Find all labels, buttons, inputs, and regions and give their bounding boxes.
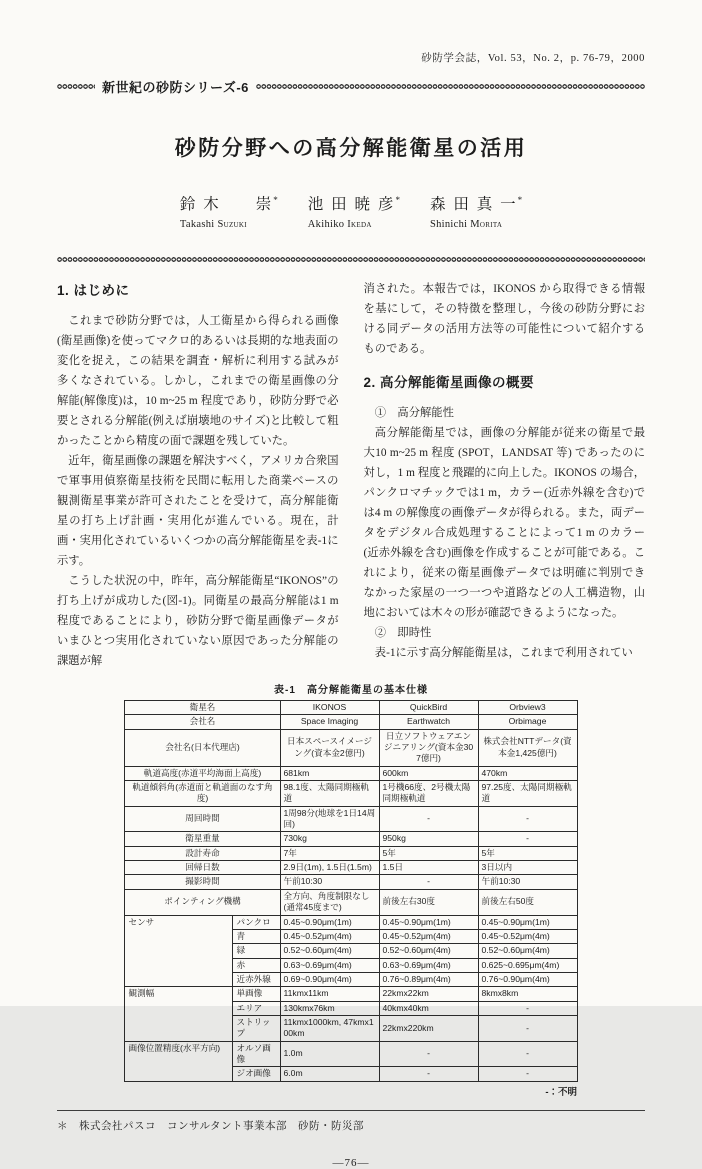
- section-1-heading: 1. はじめに: [57, 283, 130, 298]
- value-cell: 0.45~0.90μm(1m): [280, 915, 379, 929]
- value-cell: 0.45~0.52μm(4m): [280, 929, 379, 943]
- value-cell: Space Imaging: [280, 715, 379, 729]
- subsection-1-label: ① 高分解能性: [374, 407, 454, 419]
- author-name: 池 田 暁 彦: [307, 196, 396, 213]
- value-cell: 6.0m: [280, 1067, 379, 1081]
- row-group-cell: 画像位置精度(水平方向): [125, 1041, 233, 1081]
- value-cell: 1.0m: [280, 1041, 379, 1067]
- value-cell: -: [379, 1041, 478, 1067]
- author-name: 森 田 真 一: [429, 196, 518, 213]
- section-2-heading: 2. 高分解能衛星画像の概要: [363, 375, 535, 390]
- page-number: —76—: [332, 1156, 370, 1169]
- value-cell: 681km: [280, 766, 379, 780]
- table-row: [125, 889, 577, 915]
- table-row: [125, 875, 577, 889]
- table-row: [125, 766, 577, 780]
- row-label-cell: 会社名: [125, 715, 280, 729]
- value-cell: -: [478, 806, 577, 832]
- value-cell: -: [478, 1001, 577, 1015]
- table-row: [125, 715, 577, 729]
- row-sub-cell: ストリップ: [233, 1015, 280, 1041]
- value-cell: 株式会社NTTデータ(資本金1,425億円): [478, 729, 577, 766]
- row-label-cell: 衛星重量: [125, 832, 280, 846]
- author-kanji: [308, 192, 400, 214]
- row-label-cell: 軌道傾斜角(赤道面と軌道面のなす角度): [125, 781, 280, 807]
- author-block: [430, 192, 522, 230]
- author-kanji: [180, 192, 278, 214]
- row-group-cell: センサ: [125, 915, 233, 987]
- value-cell: 日本スペースイメージング(資本金2億円): [280, 729, 379, 766]
- footnote-rule: [57, 1110, 645, 1111]
- value-cell: 11kmx11km: [280, 987, 379, 1001]
- table-row: [125, 781, 577, 807]
- table-row: [125, 846, 577, 860]
- row-sub-cell: 近赤外線: [233, 972, 280, 986]
- author-given: Akihiko: [307, 219, 345, 230]
- value-cell: 5年: [379, 846, 478, 860]
- value-cell: 前後左右50度: [478, 889, 577, 915]
- spec-table-body: [125, 701, 577, 1082]
- page-title: 砂防分野への高分解能衛星の活用: [174, 137, 528, 160]
- row-sub-cell: ジオ画像: [233, 1067, 280, 1081]
- author-given: Takashi: [179, 219, 215, 230]
- author-roman: [308, 219, 372, 230]
- author-name: 鈴 木 崇: [179, 196, 274, 213]
- value-cell: 1号機66度、2号機太陽同期極軌道: [379, 781, 478, 807]
- table-row: [125, 915, 577, 929]
- value-cell: IKONOS: [280, 701, 379, 715]
- value-cell: Orbimage: [478, 715, 577, 729]
- author-asterisk: *: [517, 194, 523, 205]
- author-roman: [180, 219, 247, 230]
- journal-citation: 砂防学会誌，Vol. 53，No. 2，p. 76-79，2000: [421, 53, 645, 64]
- value-cell: 0.45~0.90μm(1m): [379, 915, 478, 929]
- value-cell: 5年: [478, 846, 577, 860]
- table-row: [125, 701, 577, 715]
- value-cell: 950kg: [379, 832, 478, 846]
- value-cell: 130kmx76km: [280, 1001, 379, 1015]
- value-cell: 全方向、角度制限なし(通常45度まで): [280, 889, 379, 915]
- value-cell: 午前10:30: [478, 875, 577, 889]
- value-cell: 2.9日(1m), 1.5日(1.5m): [280, 861, 379, 875]
- author-family: Suzuki: [217, 219, 247, 230]
- value-cell: 98.1度、太陽同期極軌道: [280, 781, 379, 807]
- subsection-2-label: ② 即時性: [374, 627, 432, 639]
- value-cell: 0.45~0.52μm(4m): [379, 929, 478, 943]
- value-cell: 1.5日: [379, 861, 478, 875]
- paragraph: 高分解能衛星では，画像の分解能が従来の衛星で最大10 m~25 m 程度 (SPOT，LANDSAT 等) であったのに対し，1 m 程度と飛躍的に向上した。IKONOS の場合，パンクロマチックでは1 m，カラー(近赤外線を含む)では4 m の解像度の画像データが得られる。また，両データをデジタル合成処理することによって1 m のカラー(近赤外線を含む)画像を作成することが可能である。これにより，従来の衛星画像データでは明確に判別できなかった家屋の一つ一つや道路などの人工構造物，山地においては木々の形が確認できるようになった。: [363, 427, 645, 619]
- value-cell: 午前10:30: [280, 875, 379, 889]
- body-columns: [57, 279, 645, 671]
- value-cell: 40kmx40km: [379, 1001, 478, 1015]
- series-banner-label: 新世紀の砂防シリーズ-6: [102, 80, 249, 95]
- column-right: [364, 279, 646, 671]
- value-cell: 日立ソフトウェアエンジニアリング(資本金307億円): [379, 729, 478, 766]
- value-cell: 97.25度、太陽同期極軌道: [478, 781, 577, 807]
- value-cell: 3日以内: [478, 861, 577, 875]
- author-block: [308, 192, 400, 230]
- value-cell: 470km: [478, 766, 577, 780]
- author-given: Shinichi: [429, 219, 468, 230]
- row-label-cell: ポインティング機構: [125, 889, 280, 915]
- value-cell: 0.76~0.90μm(4m): [478, 972, 577, 986]
- value-cell: QuickBird: [379, 701, 478, 715]
- value-cell: 8kmx8km: [478, 987, 577, 1001]
- value-cell: Earthwatch: [379, 715, 478, 729]
- row-label-cell: 撮影時間: [125, 875, 280, 889]
- value-cell: 前後左右30度: [379, 889, 478, 915]
- value-cell: 11kmx1000km, 47kmx100km: [280, 1015, 379, 1041]
- value-cell: 0.52~0.60μm(4m): [379, 944, 478, 958]
- rope-squiggle-left: [57, 83, 95, 90]
- author-block: [180, 192, 278, 230]
- table-caption: 表-1 高分解能衛星の基本仕様: [274, 685, 428, 696]
- value-cell: 0.45~0.52μm(4m): [478, 929, 577, 943]
- paragraph: こうした状況の中，昨年，高分解能衛星“IKONOS”の打ち上げが成功した(図-1)。同衛星の最高分解能は1 m程度であることにより，砂防分野で衛星画像データがいまひとつ実用化されていない原因であった分解能の課題が解: [57, 575, 339, 667]
- spec-table: [124, 700, 577, 1082]
- row-sub-cell: 赤: [233, 958, 280, 972]
- paragraph: 消された。本報告では，IKONOS から取得できる情報を基にして，その特徴を整理し，今後の砂防分野における同データの活用方法等の可能性について紹介するものである。: [363, 283, 645, 355]
- value-cell: 600km: [379, 766, 478, 780]
- table-row: [125, 1041, 577, 1067]
- row-label-cell: 設計寿命: [125, 846, 280, 860]
- value-cell: 7年: [280, 846, 379, 860]
- author-roman: [430, 219, 502, 230]
- author-family: Ikeda: [347, 219, 372, 230]
- value-cell: 0.52~0.60μm(4m): [280, 944, 379, 958]
- table-note: -：不明: [545, 1086, 577, 1098]
- value-cell: 0.76~0.89μm(4m): [379, 972, 478, 986]
- table-row: [125, 832, 577, 846]
- author-kanji: [430, 192, 522, 214]
- row-sub-cell: 緑: [233, 944, 280, 958]
- row-label-cell: 会社名(日本代理店): [125, 729, 280, 766]
- value-cell: 0.63~0.69μm(4m): [280, 958, 379, 972]
- value-cell: 0.45~0.90μm(1m): [478, 915, 577, 929]
- value-cell: -: [379, 1067, 478, 1081]
- table-row: [125, 861, 577, 875]
- row-label-cell: 衛星名: [125, 701, 280, 715]
- row-sub-cell: オルソ画像: [233, 1041, 280, 1067]
- authors-row: [57, 192, 645, 230]
- table-row: [125, 806, 577, 832]
- author-family: Morita: [470, 219, 503, 230]
- row-sub-cell: 単画像: [233, 987, 280, 1001]
- paragraph: 近年，衛星画像の課題を解決すべく，アメリカ合衆国で軍事用偵察衛星技術を民間に転用した商業ベースの観測衛星事業が許可されたことを受けて，高分解能衛星の打ち上げ計画・実用化が進んでいる。現在，計画・実用化されているいくつかの高分解能衛星を表-1に示す。: [57, 455, 339, 567]
- author-asterisk: *: [273, 194, 278, 205]
- value-cell: 0.52~0.60μm(4m): [478, 944, 577, 958]
- rope-squiggle-right: [256, 83, 645, 90]
- series-banner: [57, 77, 645, 96]
- row-group-cell: 観測幅: [125, 987, 233, 1041]
- value-cell: -: [379, 806, 478, 832]
- value-cell: 0.63~0.69μm(4m): [379, 958, 478, 972]
- row-label-cell: 周回時間: [125, 806, 280, 832]
- table-area: [57, 681, 645, 1098]
- value-cell: 0.625~0.695μm(4m): [478, 958, 577, 972]
- footnote: ＊ 株式会社パスコ コンサルタント事業本部 砂防・防災部: [57, 1120, 365, 1132]
- value-cell: -: [478, 1015, 577, 1041]
- row-label-cell: 軌道高度(赤道平均海面上高度): [125, 766, 280, 780]
- value-cell: 22kmx22km: [379, 987, 478, 1001]
- value-cell: -: [379, 875, 478, 889]
- row-sub-cell: エリア: [233, 1001, 280, 1015]
- column-left: [57, 279, 339, 671]
- row-sub-cell: パンクロ: [233, 915, 280, 929]
- value-cell: -: [478, 1067, 577, 1081]
- paragraph: 表-1に示す高分解能衛星は，これまで利用されてい: [374, 647, 633, 659]
- value-cell: -: [478, 832, 577, 846]
- value-cell: 0.69~0.90μm(4m): [280, 972, 379, 986]
- value-cell: -: [478, 1041, 577, 1067]
- rope-divider: [57, 256, 645, 263]
- table-row: [125, 987, 577, 1001]
- row-label-cell: 回帰日数: [125, 861, 280, 875]
- paragraph: これまで砂防分野では，人工衛星から得られる画像(衛星画像)を使ってマクロ的あるいは長期的な地表面の変化を捉え，この結果を調査・解析に利用する試みが多くなされている。しかし，これまでの衛星画像の分解能(解像度)は，10 m~25 m 程度であり，砂防分野で必要とされる分解能(例えば崩壊地のサイズ)と比較して粗かったことから精度の面で課題を残していた。: [57, 315, 339, 447]
- value-cell: 730kg: [280, 832, 379, 846]
- value-cell: 22kmx220km: [379, 1015, 478, 1041]
- author-asterisk: *: [395, 194, 400, 205]
- table-row: [125, 729, 577, 766]
- row-sub-cell: 青: [233, 929, 280, 943]
- value-cell: 1周98分(地球を1日14周回): [280, 806, 379, 832]
- value-cell: Orbview3: [478, 701, 577, 715]
